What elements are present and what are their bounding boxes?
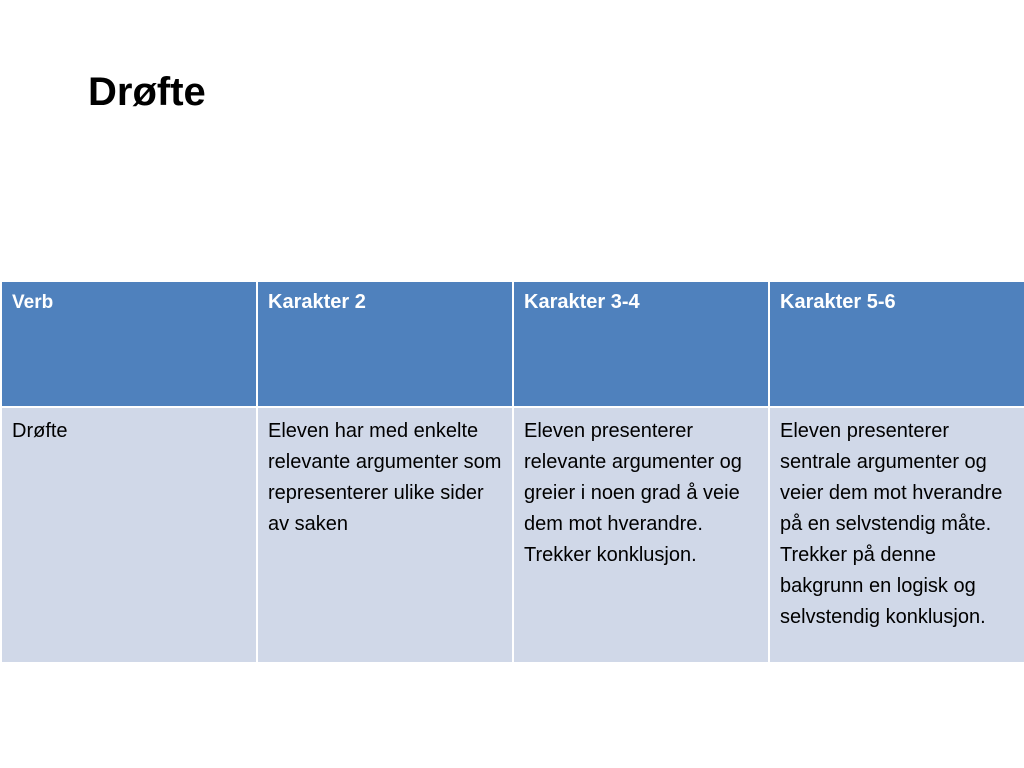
slide-title: Drøfte: [88, 70, 206, 114]
header-cell-karakter-3-4: Karakter 3-4: [513, 281, 769, 407]
cell-karakter-2: Eleven har med enkelte relevante argumenter som representerer ulike sider av saken: [257, 407, 513, 663]
header-cell-karakter-2: Karakter 2: [257, 281, 513, 407]
rubric-table: [0, 280, 1024, 664]
table-header-row: [1, 281, 1024, 407]
cell-karakter-5-6: Eleven presenterer sentrale argumenter og veier dem mot hverandre på en selvstendig måte. Trekker på denne bakgrunn en logisk og selvstendig konklusjon.: [769, 407, 1024, 663]
table-row: [1, 407, 1024, 663]
cell-karakter-3-4: Eleven presenterer relevante argumenter og greier i noen grad å veie dem mot hverandre. Trekker konklusjon.: [513, 407, 769, 663]
header-cell-karakter-5-6: Karakter 5-6: [769, 281, 1024, 407]
cell-verb: Drøfte: [1, 407, 257, 663]
header-cell-verb: Verb: [1, 281, 257, 407]
